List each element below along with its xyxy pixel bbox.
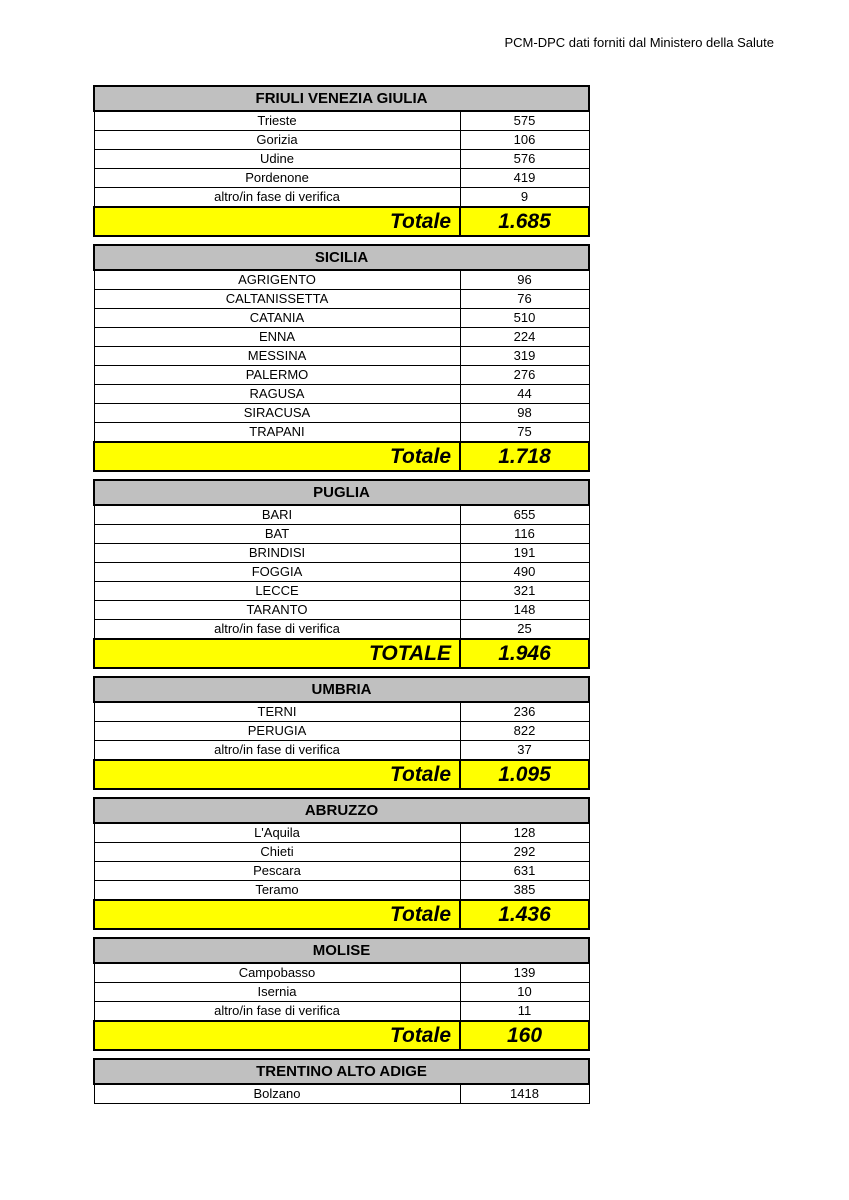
region-header: ABRUZZO (94, 798, 589, 823)
total-value: 1.718 (460, 442, 589, 471)
province-name: Campobasso (94, 963, 460, 983)
total-label: Totale (94, 442, 460, 471)
table-row (94, 328, 589, 347)
province-value: 191 (460, 544, 589, 563)
province-name: Gorizia (94, 131, 460, 150)
province-name: BRINDISI (94, 544, 460, 563)
province-name: RAGUSA (94, 385, 460, 404)
table-row (94, 290, 589, 309)
province-value: 276 (460, 366, 589, 385)
province-value: 10 (460, 983, 589, 1002)
region-table (93, 244, 590, 472)
province-name: BARI (94, 505, 460, 525)
province-name: altro/in fase di verifica (94, 1002, 460, 1022)
province-value: 224 (460, 328, 589, 347)
province-name: Udine (94, 150, 460, 169)
province-value: 44 (460, 385, 589, 404)
source-note: PCM-DPC dati forniti dal Ministero della Salute (504, 35, 774, 50)
table-row (94, 601, 589, 620)
province-value: 37 (460, 741, 589, 761)
total-row (94, 900, 589, 929)
total-label: TOTALE (94, 639, 460, 668)
table-row (94, 881, 589, 901)
region-header: PUGLIA (94, 480, 589, 505)
table-row (94, 131, 589, 150)
province-name: altro/in fase di verifica (94, 741, 460, 761)
table-row (94, 385, 589, 404)
province-name: AGRIGENTO (94, 270, 460, 290)
province-name: PALERMO (94, 366, 460, 385)
table-row (94, 620, 589, 640)
province-value: 385 (460, 881, 589, 901)
province-value: 116 (460, 525, 589, 544)
table-row (94, 823, 589, 843)
table-row (94, 702, 589, 722)
province-name: TARANTO (94, 601, 460, 620)
total-row (94, 1021, 589, 1050)
province-name: Trieste (94, 111, 460, 131)
table-row (94, 525, 589, 544)
province-value: 139 (460, 963, 589, 983)
province-name: altro/in fase di verifica (94, 188, 460, 208)
table-row (94, 1002, 589, 1022)
province-value: 75 (460, 423, 589, 443)
table-row (94, 1084, 589, 1104)
province-value: 25 (460, 620, 589, 640)
province-name: FOGGIA (94, 563, 460, 582)
table-row (94, 582, 589, 601)
province-value: 576 (460, 150, 589, 169)
total-row (94, 207, 589, 236)
region-header: FRIULI VENEZIA GIULIA (94, 86, 589, 111)
province-name: LECCE (94, 582, 460, 601)
province-value: 490 (460, 563, 589, 582)
table-row (94, 843, 589, 862)
province-value: 631 (460, 862, 589, 881)
province-value: 98 (460, 404, 589, 423)
province-name: CALTANISSETTA (94, 290, 460, 309)
table-row (94, 188, 589, 208)
province-value: 106 (460, 131, 589, 150)
table-row (94, 347, 589, 366)
table-row (94, 741, 589, 761)
province-name: altro/in fase di verifica (94, 620, 460, 640)
province-name: MESSINA (94, 347, 460, 366)
region-header: MOLISE (94, 938, 589, 963)
total-row (94, 760, 589, 789)
table-row (94, 722, 589, 741)
region-header: SICILIA (94, 245, 589, 270)
table-row (94, 423, 589, 443)
table-row (94, 963, 589, 983)
province-name: PERUGIA (94, 722, 460, 741)
province-name: L'Aquila (94, 823, 460, 843)
total-label: Totale (94, 207, 460, 236)
table-row (94, 169, 589, 188)
province-value: 419 (460, 169, 589, 188)
table-row (94, 563, 589, 582)
province-value: 9 (460, 188, 589, 208)
total-label: Totale (94, 760, 460, 789)
province-value: 319 (460, 347, 589, 366)
province-name: CATANIA (94, 309, 460, 328)
region-table (93, 1058, 590, 1104)
province-value: 292 (460, 843, 589, 862)
total-value: 1.946 (460, 639, 589, 668)
total-label: Totale (94, 1021, 460, 1050)
province-value: 575 (460, 111, 589, 131)
table-row (94, 404, 589, 423)
province-name: TERNI (94, 702, 460, 722)
region-tables (93, 85, 588, 1111)
province-value: 236 (460, 702, 589, 722)
table-row (94, 862, 589, 881)
province-value: 1418 (460, 1084, 589, 1104)
total-label: Totale (94, 900, 460, 929)
total-value: 1.685 (460, 207, 589, 236)
province-name: ENNA (94, 328, 460, 347)
table-row (94, 111, 589, 131)
total-value: 1.095 (460, 760, 589, 789)
province-value: 96 (460, 270, 589, 290)
table-row (94, 544, 589, 563)
total-value: 1.436 (460, 900, 589, 929)
region-header: UMBRIA (94, 677, 589, 702)
province-name: Chieti (94, 843, 460, 862)
province-value: 655 (460, 505, 589, 525)
province-name: SIRACUSA (94, 404, 460, 423)
province-value: 148 (460, 601, 589, 620)
table-row (94, 309, 589, 328)
province-value: 128 (460, 823, 589, 843)
total-value: 160 (460, 1021, 589, 1050)
province-value: 11 (460, 1002, 589, 1022)
province-name: Pescara (94, 862, 460, 881)
table-row (94, 983, 589, 1002)
total-row (94, 442, 589, 471)
region-table (93, 85, 590, 237)
region-table (93, 676, 590, 790)
table-row (94, 366, 589, 385)
province-name: Pordenone (94, 169, 460, 188)
province-name: Bolzano (94, 1084, 460, 1104)
region-table (93, 797, 590, 930)
region-header: TRENTINO ALTO ADIGE (94, 1059, 589, 1084)
province-name: BAT (94, 525, 460, 544)
province-name: Isernia (94, 983, 460, 1002)
region-table (93, 479, 590, 669)
province-value: 321 (460, 582, 589, 601)
total-row (94, 639, 589, 668)
province-value: 76 (460, 290, 589, 309)
table-row (94, 270, 589, 290)
province-name: Teramo (94, 881, 460, 901)
table-row (94, 150, 589, 169)
province-value: 822 (460, 722, 589, 741)
region-table (93, 937, 590, 1051)
table-row (94, 505, 589, 525)
province-name: TRAPANI (94, 423, 460, 443)
province-value: 510 (460, 309, 589, 328)
